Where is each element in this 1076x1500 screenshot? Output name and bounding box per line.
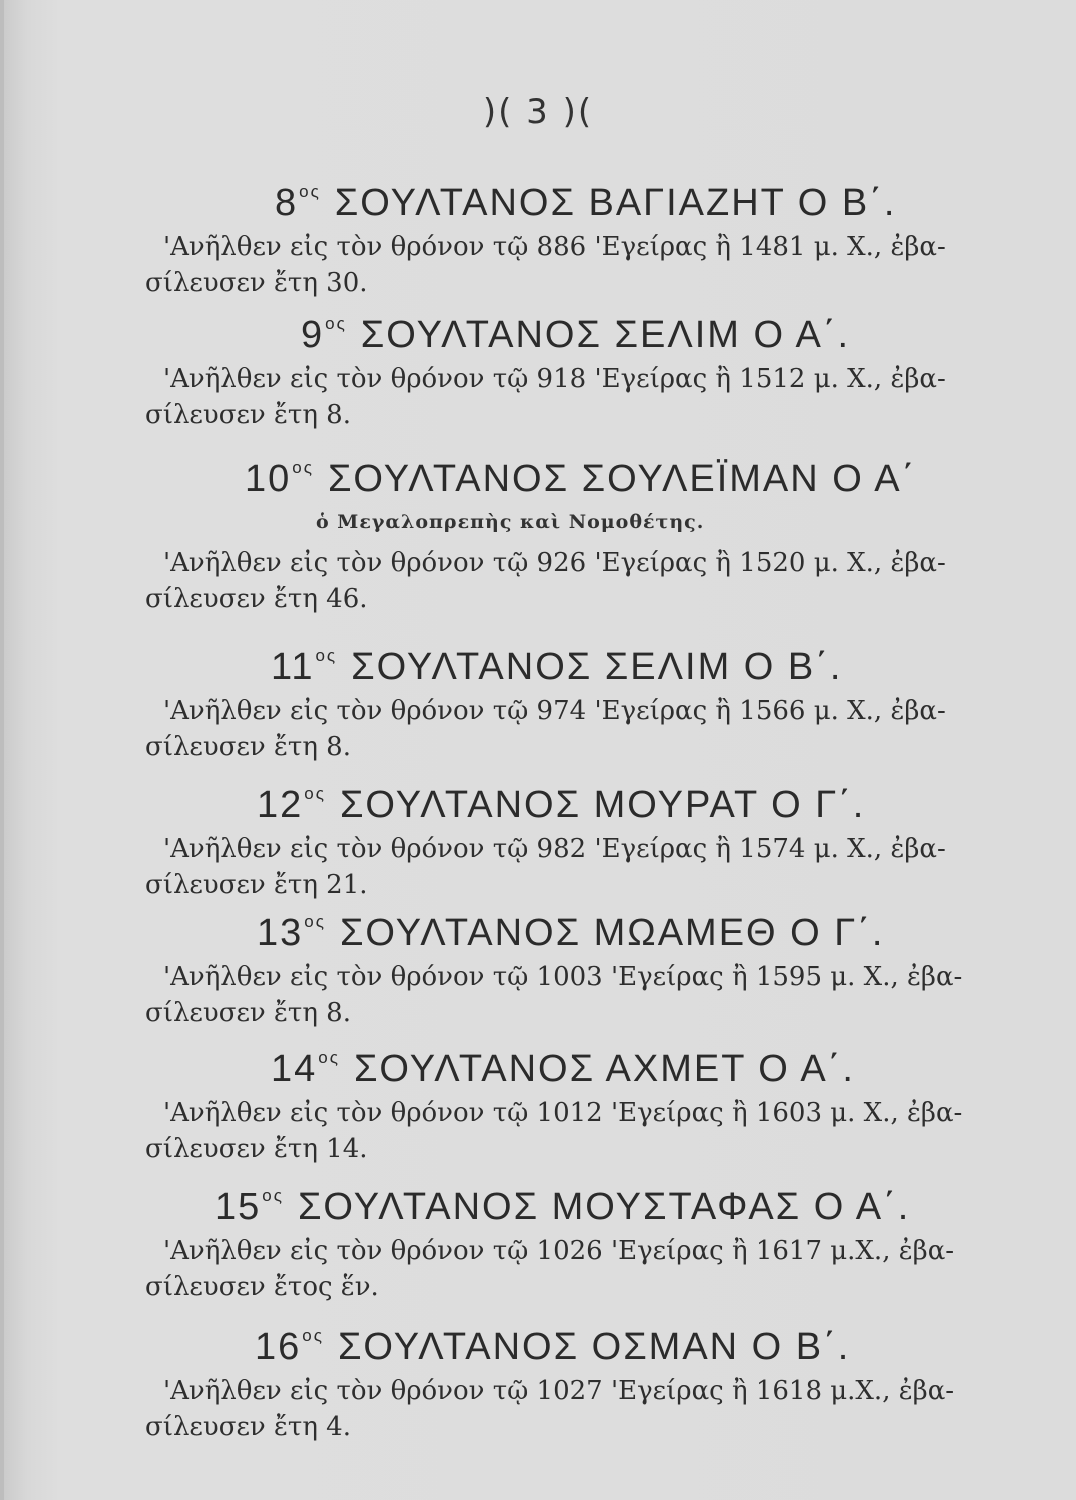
entry-text-line-1: 'Ανῆλθεν εἰς τὸν θρόνον τῷ 886 'Εγείρας ἢ 1481 μ. Χ., ἐβα- — [163, 232, 946, 262]
entry-text-line-1: 'Ανῆλθεν εἰς τὸν θρόνον τῷ 1012 'Εγείρας ἢ 1603 μ. Χ., ἐβα- — [163, 1098, 963, 1128]
entry-text — [145, 1233, 955, 1305]
entry-text-line-2: σίλευσεν ἔτη 14. — [145, 1134, 368, 1164]
entry-text — [145, 1373, 955, 1445]
entry-text-line-1: 'Ανῆλθεν εἰς τὸν θρόνον τῷ 1026 'Εγείρας ἢ 1617 μ.Χ., ἐβα- — [163, 1236, 955, 1266]
sultan-entry-16 — [145, 1312, 955, 1445]
sultan-title: ΣΟΥΛΤΑΝΟΣ ΜΟΥΣΤΑΦΑΣ Ο Α΄. — [297, 1186, 911, 1228]
entry-text — [145, 361, 946, 433]
sultan-title: ΣΟΥΛΤΑΝΟΣ ΣΕΛΙΜ Ο Α΄. — [360, 314, 851, 356]
entry-text-line-2: σίλευσεν ἔτη 30. — [145, 268, 368, 298]
entry-text-line-1: 'Ανῆλθεν εἰς τὸν θρόνον τῷ 926 'Εγείρας ἢ 1520 μ. Χ., ἐβα- — [163, 548, 946, 578]
sultan-entry-11 — [145, 632, 946, 765]
sultan-entry-10 — [145, 444, 946, 617]
entry-text-line-2: σίλευσεν ἔτη 4. — [145, 1412, 351, 1442]
sultan-title: ΣΟΥΛΤΑΝΟΣ ΟΣΜΑΝ Ο Β΄. — [337, 1326, 851, 1368]
entry-heading — [275, 168, 935, 227]
entry-heading — [245, 444, 935, 503]
entry-heading — [255, 1312, 935, 1371]
entry-heading — [215, 1172, 935, 1231]
entry-heading — [301, 300, 935, 359]
entry-text — [145, 229, 946, 301]
entry-text — [145, 1095, 963, 1167]
sultan-entry-15 — [145, 1172, 955, 1305]
ordinal-number: $14^{o\varsigma}$ — [271, 1048, 340, 1090]
ordinal-number: $11^{o\varsigma}$ — [271, 646, 338, 688]
sultan-title: ΣΟΥΛΤΑΝΟΣ ΑΧΜΕΤ Ο Α΄. — [353, 1048, 855, 1090]
sultan-title: ΣΟΥΛΤΑΝΟΣ ΣΕΛΙΜ Ο Β΄. — [351, 646, 843, 688]
sultan-entry-13 — [145, 898, 963, 1031]
entry-text-line-2: σίλευσεν ἔτη 21. — [145, 870, 368, 900]
entry-text — [145, 545, 946, 617]
entry-text — [145, 959, 963, 1031]
sultan-title: ΣΟΥΛΤΑΝΟΣ ΜΩΑΜΕΘ Ο Γ΄. — [339, 912, 885, 954]
entry-text-line-1: 'Ανῆλθεν εἰς τὸν θρόνον τῷ 1027 'Εγείρας ἢ 1618 μ.Χ., ἐβα- — [163, 1376, 955, 1406]
entry-text-line-1: 'Ανῆλθεν εἰς τὸν θρόνον τῷ 1003 'Εγείρας ἢ 1595 μ. Χ., ἐβα- — [163, 962, 963, 992]
entry-text-line-2: σίλευσεν ἔτος ἕν. — [145, 1272, 379, 1302]
sultan-epithet: ὁ Μεγαλοπρεπὴς καὶ Νομοθέτης. — [316, 511, 705, 533]
entry-heading — [257, 898, 935, 957]
ordinal-number: $15^{o\varsigma}$ — [215, 1186, 284, 1228]
sultan-entry-8 — [145, 168, 946, 301]
sultan-title: ΣΟΥΛΤΑΝΟΣ ΜΟΥΡΑΤ Ο Γ΄. — [339, 784, 866, 826]
sultan-entry-14 — [145, 1034, 963, 1167]
sultan-title: ΣΟΥΛΤΑΝΟΣ ΣΟΥΛΕΪΜΑΝ Ο Α΄ — [327, 458, 917, 500]
entry-text-line-2: σίλευσεν ἔτη 46. — [145, 584, 368, 614]
entry-text-line-2: σίλευσεν ἔτη 8. — [145, 400, 351, 430]
entry-text-line-1: 'Ανῆλθεν εἰς τὸν θρόνον τῷ 918 'Εγείρας ἢ 1512 μ. Χ., ἐβα- — [163, 364, 946, 394]
entry-heading — [257, 770, 935, 829]
entry-text — [145, 693, 946, 765]
entry-heading — [271, 1034, 935, 1093]
entry-text-line-2: σίλευσεν ἔτη 8. — [145, 998, 351, 1028]
page-number-header: )( 3 )( — [482, 92, 594, 132]
sultan-title: ΣΟΥΛΤΑΝΟΣ ΒΑΓΙΑΖΗΤ Ο Β΄. — [334, 182, 897, 224]
ordinal-number: $12^{o\varsigma}$ — [257, 784, 326, 826]
sultan-entry-9 — [145, 300, 946, 433]
ordinal-number: $10^{o\varsigma}$ — [245, 458, 314, 500]
ordinal-number: $13^{o\varsigma}$ — [257, 912, 326, 954]
entry-text-line-1: 'Ανῆλθεν εἰς τὸν θρόνον τῷ 982 'Εγείρας ἢ 1574 μ. Χ., ἐβα- — [163, 834, 946, 864]
ordinal-number: $16^{o\varsigma}$ — [255, 1326, 324, 1368]
entry-text — [145, 831, 946, 903]
entry-heading — [271, 632, 935, 691]
entry-text-line-1: 'Ανῆλθεν εἰς τὸν θρόνον τῷ 974 'Εγείρας ἢ 1566 μ. Χ., ἐβα- — [163, 696, 946, 726]
sultan-entry-12 — [145, 770, 946, 903]
page-spine-edge — [0, 0, 4, 1500]
ordinal-number: $8^{o\varsigma}$ — [275, 182, 321, 224]
entry-text-line-2: σίλευσεν ἔτη 8. — [145, 732, 351, 762]
ordinal-number: $9^{o\varsigma}$ — [301, 314, 347, 356]
